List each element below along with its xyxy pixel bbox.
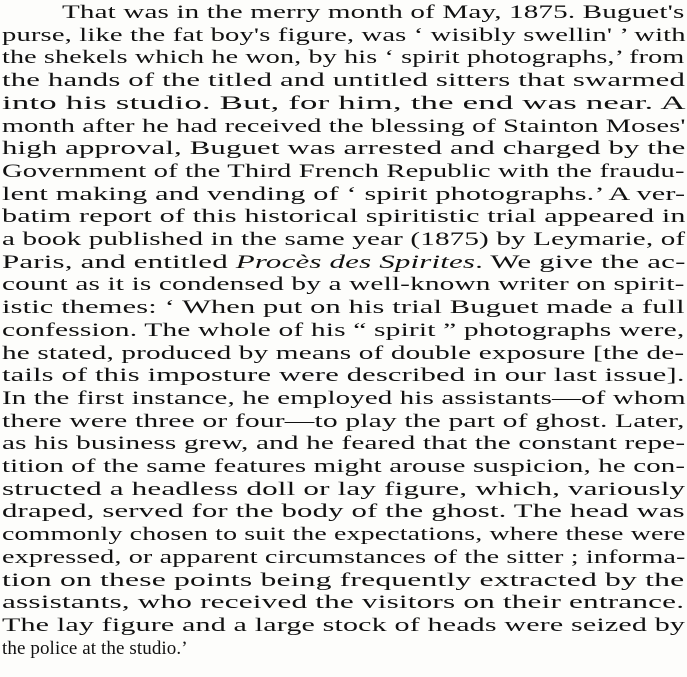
line-text: high approval, Buguet was arrested and charged by the <box>2 138 686 160</box>
text-line <box>2 570 684 591</box>
line-text: purse, like the fat boy's figure, was ‘ wisibly swellin' ’ with <box>2 24 686 46</box>
line-text: as his business grew, and he feared that the constant repe- <box>2 433 686 455</box>
text-line <box>2 252 686 273</box>
text-line <box>2 116 686 137</box>
text-line <box>2 25 686 46</box>
text-line <box>2 343 684 364</box>
text-line <box>2 547 686 568</box>
line-text: the hands of the titled and untitled sitters that swarmed <box>2 70 686 92</box>
line-text: tion on these points being frequently extracted by the <box>2 569 685 591</box>
text-line <box>2 47 684 68</box>
text-line <box>2 320 684 341</box>
line-text: tails of this imposture were described in our last issue]. <box>2 365 685 387</box>
text-line <box>2 138 685 159</box>
line-text: The lay figure and a large stock of heads were seized by <box>2 614 686 636</box>
line-text: count as it is condensed by a well-known writer on spirit- <box>2 274 685 296</box>
line-text: month after he had received the blessing of Stainton Moses' <box>2 115 686 137</box>
text-line <box>2 615 685 636</box>
text-line <box>2 433 685 454</box>
line-text: draped, served for the body of the ghost. The head was <box>2 501 685 523</box>
line-text: In the first instance, he employed his assistants—of whom <box>2 387 686 409</box>
line-text: Government of the Third French Republic with the fraudu- <box>2 160 685 182</box>
italic-title-text: Procès des Spirites <box>235 251 476 273</box>
text-line <box>2 184 685 205</box>
text-line <box>62 2 684 23</box>
line-text: into his studio. But, for him, the end was near. A <box>2 92 686 114</box>
text-line <box>2 161 685 182</box>
line-text: there were three or four—to play the part of ghost. Later, <box>2 410 685 432</box>
text-line <box>2 70 685 91</box>
text-line <box>2 411 685 432</box>
text-line <box>2 388 686 409</box>
line-text: lent making and vending of ‘ spirit photographs.’ A ver- <box>2 183 686 205</box>
text-line <box>2 365 685 386</box>
text-line <box>2 274 685 295</box>
line-text: assistants, who received the visitors on their entrance. <box>2 592 685 614</box>
text-line <box>2 592 684 613</box>
line-text: the police at the studio.’ <box>2 637 188 659</box>
text-line <box>2 229 685 250</box>
line-text: . We give the ac- <box>475 251 686 273</box>
line-text: batim report of this historical spiritistic trial appeared in <box>2 206 686 228</box>
text-line <box>2 206 686 227</box>
line-text: Paris, and entitled <box>2 251 236 273</box>
text-line <box>2 638 188 659</box>
line-text: structed a headless doll or lay figure, which, variously <box>2 478 686 500</box>
line-text: expressed, or apparent circumstances of the sitter ; informa- <box>2 546 686 568</box>
text-line <box>2 456 685 477</box>
line-text: a book published in the same year (1875) by Leymarie, of <box>2 229 686 250</box>
line-text: commonly chosen to suit the expectations, where these were <box>2 524 686 546</box>
text-line <box>2 297 685 318</box>
line-text: the shekels which he won, by his ‘ spirit photographs,’ from <box>2 47 685 69</box>
text-line <box>2 501 685 522</box>
line-text: tition of the same features might arouse suspicion, he con- <box>2 456 686 477</box>
line-text: That was in the merry month of May, 1875. Buguet's <box>62 2 685 23</box>
line-text: he stated, produced by means of double exposure [the de- <box>2 342 685 364</box>
line-text: confession. The whole of his “ spirit ” photographs were, <box>2 319 685 341</box>
text-line <box>2 93 686 114</box>
text-line <box>2 524 686 545</box>
line-text: istic themes: ‘ When put on his trial Buguet made a full <box>2 297 685 319</box>
text-line <box>2 479 685 500</box>
